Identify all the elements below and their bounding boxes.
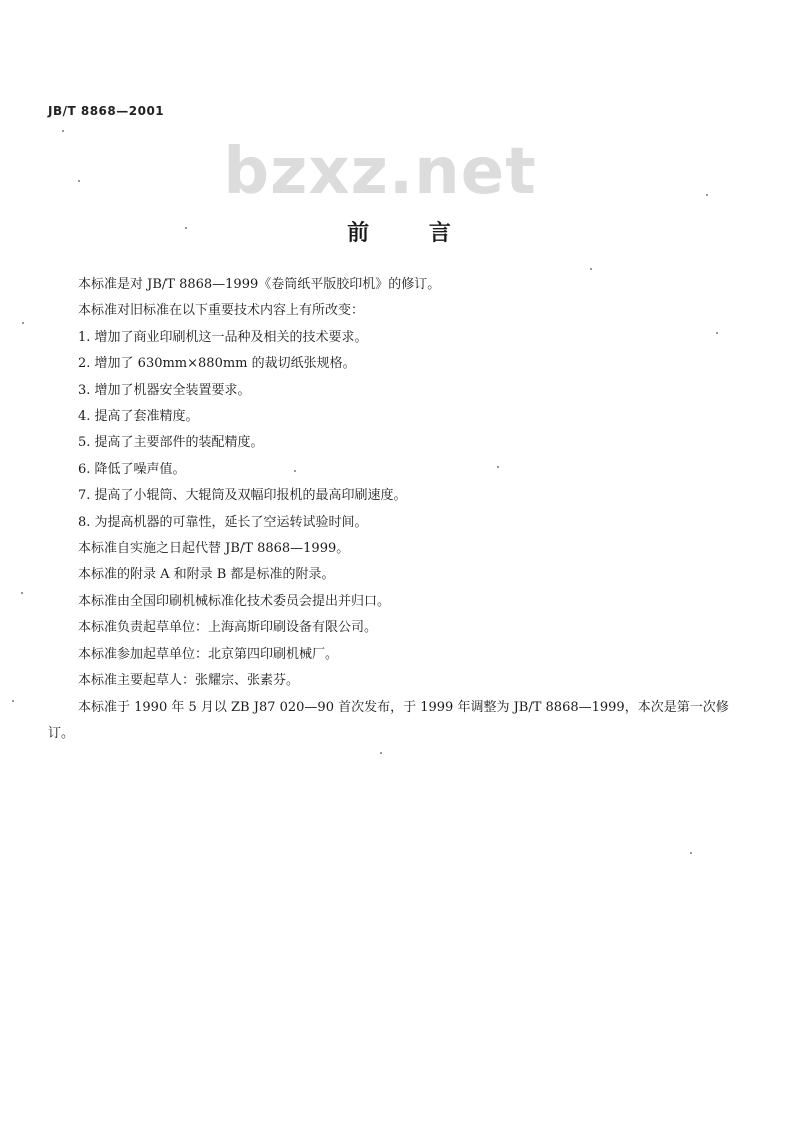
change-item-5: 5. 提高了主要部件的装配精度。	[78, 435, 264, 451]
paragraph-proposer: 本标准由全国印刷机械标准化技术委员会提出并归口。	[78, 593, 391, 609]
change-item-8: 8. 为提高机器的可靠性，延长了空运转试验时间。	[78, 514, 368, 530]
scan-speck	[294, 470, 296, 472]
scan-speck	[21, 592, 23, 594]
paragraph-changes-intro: 本标准对旧标准在以下重要技术内容上有所改变：	[78, 303, 365, 319]
paragraph-revision-note: 本标准是对 JB/T 8868—1999《卷筒纸平版胶印机》的修订。	[78, 277, 441, 292]
change-item-4: 4. 提高了套准精度。	[78, 409, 199, 425]
scan-speck	[185, 227, 187, 229]
paragraph-lead-drafter: 本标准负责起草单位：上海高斯印刷设备有限公司。	[78, 620, 378, 636]
change-item-1: 1. 增加了商业印刷机这一品种及相关的技术要求。	[78, 329, 368, 345]
paragraph-participating-drafter: 本标准参加起草单位：北京第四印刷机械厂。	[78, 646, 339, 662]
scan-speck	[78, 180, 80, 182]
scan-speck	[690, 852, 692, 854]
scan-speck	[590, 268, 592, 270]
scan-speck	[12, 700, 14, 702]
scan-speck	[716, 332, 718, 334]
standard-code: JB/T 8868—2001	[48, 104, 165, 118]
paragraph-history: 本标准于 1990 年 5 月以 ZB J87 020—90 首次发布，于 1999 年调整为 JB/T 8868—1999，本次是第一次修订。	[48, 699, 729, 741]
change-item-2: 2. 增加了 630mm×880mm 的裁切纸张规格。	[78, 356, 356, 372]
scan-speck	[706, 194, 708, 196]
change-item-7: 7. 提高了小辊筒、大辊筒及双幅印报机的最高印刷速度。	[78, 488, 407, 504]
scan-speck	[22, 322, 24, 324]
scan-speck	[380, 752, 382, 754]
change-item-6: 6. 降低了噪声值。	[78, 461, 186, 477]
scan-speck	[62, 130, 64, 132]
paragraph-appendices: 本标准的附录 A 和附录 B 都是标准的附录。	[78, 567, 335, 583]
paragraph-main-drafters: 本标准主要起草人：张耀宗、张素芬。	[78, 673, 300, 689]
foreword-heading: 前 言	[347, 221, 453, 246]
watermark: bzxz.net	[223, 135, 537, 209]
change-item-3: 3. 增加了机器安全装置要求。	[78, 382, 251, 398]
scan-speck	[497, 466, 499, 468]
paragraph-replaces: 本标准自实施之日起代替 JB/T 8868—1999。	[78, 541, 350, 557]
foreword-body	[48, 272, 752, 747]
